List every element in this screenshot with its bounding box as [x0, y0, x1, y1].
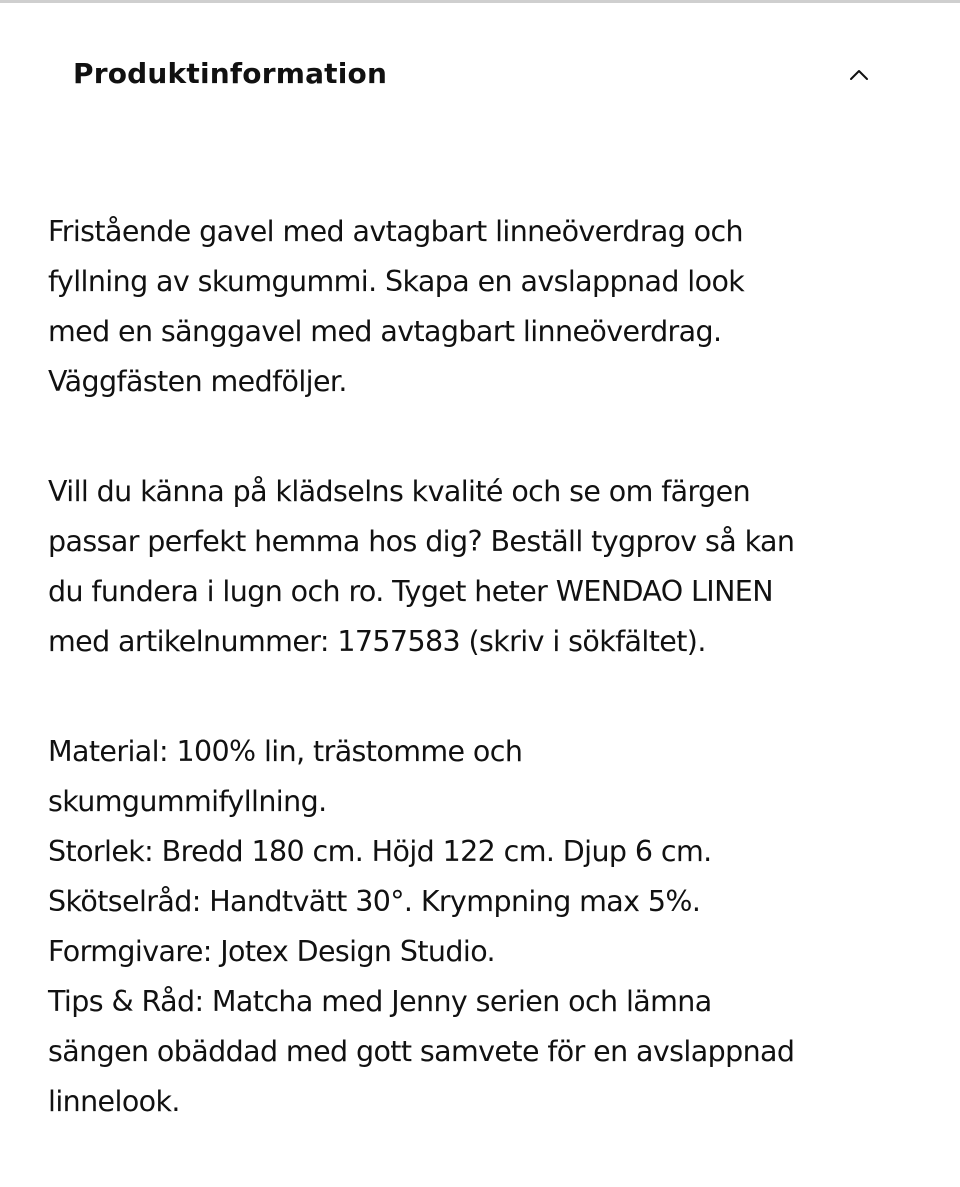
text-line: du fundera i lugn och ro. Tyget heter WENDAO LINEN — [48, 575, 773, 608]
product-specifications — [48, 727, 928, 1127]
text-line: med en sänggavel med avtagbart linneöverdrag. — [48, 315, 722, 348]
text-line: passar perfekt hemma hos dig? Beställ tygprov så kan — [48, 525, 795, 558]
product-info-accordion-header[interactable] — [0, 40, 960, 112]
text-line: Fristående gavel med avtagbart linneöverdrag och — [48, 215, 744, 248]
description-paragraph-2 — [48, 467, 928, 667]
chevron-up-icon[interactable] — [846, 62, 872, 86]
text-line: Väggfästen medföljer. — [48, 365, 347, 398]
spec-line-size: Storlek: Bredd 180 cm. Höjd 122 cm. Djup 6 cm. — [48, 835, 712, 868]
product-description — [48, 207, 928, 1187]
spec-line-material-cont: skumgummifyllning. — [48, 785, 327, 818]
top-divider — [0, 0, 960, 3]
accordion-title: Produktinformation — [73, 57, 388, 90]
spec-line-care: Skötselråd: Handtvätt 30°. Krympning max 5%. — [48, 885, 701, 918]
spec-line-tips-cont: sängen obäddad med gott samvete för en avslappnad — [48, 1035, 795, 1068]
text-line: fyllning av skumgummi. Skapa en avslappnad look — [48, 265, 745, 298]
spec-line-material: Material: 100% lin, trästomme och — [48, 735, 523, 768]
description-paragraph-1 — [48, 207, 928, 407]
text-line: Vill du känna på klädselns kvalité och se om färgen — [48, 475, 751, 508]
text-line: med artikelnummer: 1757583 (skriv i sökfältet). — [48, 625, 706, 658]
spec-line-designer: Formgivare: Jotex Design Studio. — [48, 935, 495, 968]
spec-line-tips: Tips & Råd: Matcha med Jenny serien och lämna — [48, 985, 712, 1018]
spec-line-tips-end: linnelook. — [48, 1085, 180, 1118]
